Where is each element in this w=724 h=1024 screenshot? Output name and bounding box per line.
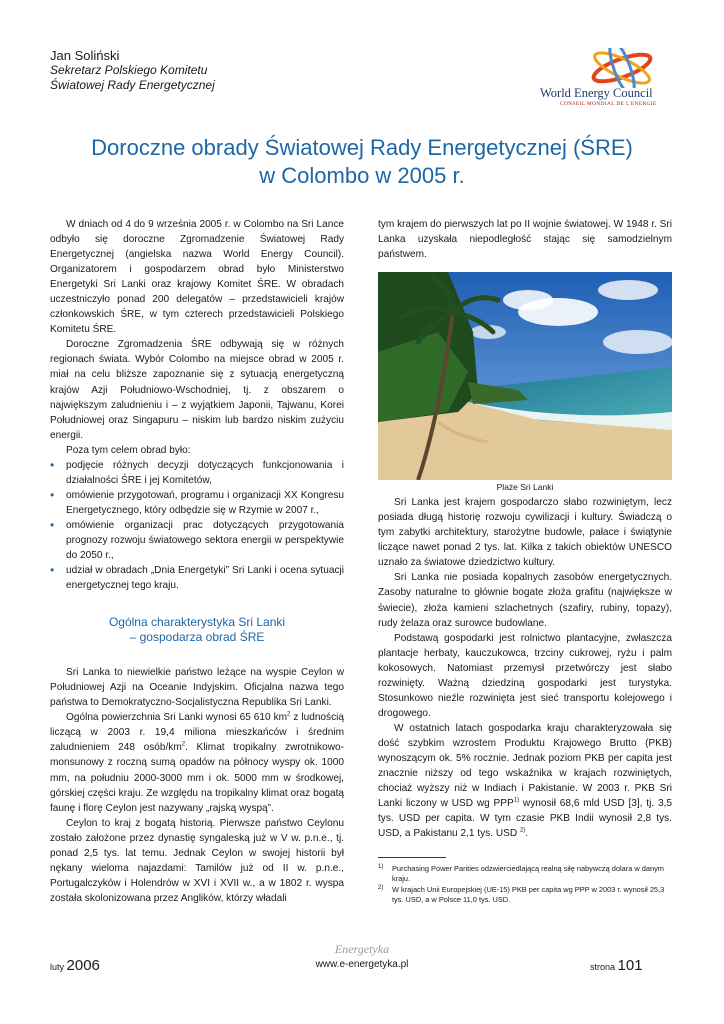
logo-name: World Energy Council	[540, 86, 653, 100]
list-item: • omówienie organizacji prac dotyczących przygotowania prognozy rozwoju światowego sektora energii w perspektywie do 2050 r.,	[50, 517, 344, 562]
author-role-line-2: Światowej Rady Energetycznej	[50, 78, 215, 92]
paragraph: tym krajem do pierwszych lat po II wojnie światowej. W 1948 r. Sri Lanka uzyskała niepodległość stając się samodzielnym państwem.	[378, 219, 672, 261]
beach-image	[378, 272, 672, 480]
list-item: • udział w obradach „Dnia Energetyki” Sri Lanki i ocena sytuacji energetycznej tego kraju.	[50, 563, 344, 592]
footer-url[interactable]: www.e-energetyka.pl	[315, 959, 409, 970]
page-label: strona	[590, 962, 616, 972]
paragraph: Sri Lanka jest krajem gospodarczo słabo rozwiniętym, lecz posiada długą historię rozwoju cywilizacji i kultury. Świadczą o tym zabytki architektury, starożytne budowle, pałace i świątynie liczące nawet ponad 2 tys. lat. Kilka z takich obiektów UNESCO uznało za światowe dziedzictwo kultury.	[378, 497, 672, 569]
photo-caption: Plaże Sri Lanki	[496, 482, 554, 493]
paragraph: Podstawą gospodarki jest rolnictwo plantacyjne, zwłaszcza plantacje herbaty, kauczukowca, trzciny cukrowej, ryżu i palm kokosowych. Natomiast przemysł przetwórczy jest słabo rozwinięty. Ważną dziedziną gospodarki jest turystyka. Stosunkowo nieźle rozwinięta jest sieć transportu kolejowego i drogowego.	[378, 632, 672, 719]
paragraph: W ostatnich latach gospodarka kraju charakteryzowała się dość szybkim wzrostem Produktu Krajowego Brutto (PKB) wynoszącym ok. 5% rocznie. Jednak poziom PKB per capita jest znacznie niższy od tego wskaźnika w krajach rozwiniętych, chociaż wyższy niż w Indiach i Pakistanie. W 2003 r. PKB Sri Lanki liczony w USD wg PPP$^{1)}$ wynosił 68,6 mld USD [3], tj. 3,5 tys. USD per capita. W tym czasie PKB Indii wynosił 2,8 tys. USD, a Pakistanu 2,1 tys. USD $^{2)}$.	[378, 722, 672, 840]
left-column	[50, 217, 344, 906]
footer-month: luty	[50, 962, 65, 972]
bullet-icon: •	[50, 487, 55, 502]
footnote: 1) Purchasing Power Parities odzwierciedlającą realną siłę nabywczą dolara w danym kraju.	[378, 864, 664, 883]
bullet-icon: •	[50, 563, 55, 578]
title-line-2: w Colombo w 2005 r.	[259, 163, 465, 188]
goals-list	[50, 458, 344, 593]
paragraph: W dniach od 4 do 9 września 2005 r. w Colombo na Sri Lance odbyło się doroczne Zgromadzenie Światowej Rady Energetycznej (angielska nazwa World Energy Council). Organizatorem i gospodarzem obrad było Ministerstwo Energetyki Sri Lanki oraz krajowy Komitet ŚRE. W obradach uczestniczyło ponad 200 delegatów – przedstawicieli krajów członkowskich ŚRE, w tym czterech przedstawicieli Polskiego Komitetu ŚRE.	[50, 219, 344, 336]
right-column	[378, 217, 672, 906]
paragraph: Poza tym celem obrad było:	[66, 444, 191, 456]
paragraph: Doroczne Zgromadzenia ŚRE odbywają się w różnych regionach świata. Wybór Colombo na miejsce obrad w 2005 r. miał na celu bliższe zapoznanie się z sytuacją energetyczną krajów Azji Południowo-Wschodniej, tj. z obszarem o największym zaludnieniu i – z wyjątkiem Japonii, Tajwanu, Korei Południowej oraz Singapuru – niskim lub bardzo niskim zużyciu energii.	[50, 339, 344, 441]
bullet-icon: •	[50, 457, 55, 472]
logo-subtitle: CONSEIL MONDIAL DE L'ENERGIE	[560, 101, 657, 107]
article-title	[60, 134, 664, 190]
footer-page	[590, 957, 643, 974]
world-energy-council-logo	[530, 48, 680, 118]
paragraph: Sri Lanka nie posiada kopalnych zasobów energetycznych. Zasoby naturalne to głównie bogate złoża grafitu (największe w świecie), złoża kamieni szlachetnych (szafiry, rubiny, topazy), rudy żelaza oraz surowce budowlane.	[378, 572, 672, 629]
title-line-1: Doroczne obrady Światowej Rady Energetycznej (ŚRE)	[91, 135, 633, 160]
list-item: • podjęcie różnych decyzji dotyczących funkcjonowania i działalności ŚRE i jej Komitetów,	[50, 457, 344, 486]
bullet-icon: •	[50, 517, 55, 532]
footer-year: 2006	[66, 957, 100, 974]
paragraph: Sri Lanka to niewielkie państwo leżące na wyspie Ceylon w Południowej Azji na Oceanie Indyjskim. Oficjalna nazwa tego państwa to Demokratyczno-Socjalistyczna Republika Sri Lanki.	[50, 667, 344, 709]
list-item: • omówienie przygotowań, programu i organizacji XX Kongresu Energetycznego, który odbędzie się w Rzymie w 2007 r.,	[50, 487, 344, 516]
footnote: 2) W krajach Unii Europejskiej (UE-15) PKB per capita wg PPP w 2003 r. wynosił 25,3 tys. USD, a w Polsce 11,0 tys. USD.	[378, 885, 665, 904]
footnote-divider	[378, 857, 446, 858]
footer-date	[50, 957, 100, 974]
footer-center	[262, 942, 462, 970]
page-number: 101	[617, 957, 643, 974]
globe-swirl-icon	[530, 48, 680, 88]
paragraph: Ceylon to kraj z bogatą historią. Pierwsze państwo Ceylonu zostało założone przez dynastię syngaleską już w V w. p.n.e., tj. ponad 2,5 tys. lat temu. Jednak Ceylon w swojej historii był nękany wieloma najazdami: Tamilów już od II w. p.n.e., Portugalczyków i Holendrów w XVI i XVII w., a w 1802 r. wyspa została skolonizowana przez Anglików, którzy władali	[50, 817, 344, 904]
author-role-line-1: Sekretarz Polskiego Komitetu	[50, 63, 208, 77]
energetyka-logo: Energetyka	[334, 942, 390, 956]
beach-photo	[378, 272, 672, 480]
paragraph: Ogólna powierzchnia Sri Lanki wynosi 65 610 $km^2$ z ludnością liczącą w 2003 r. 19,4 miliona mieszkańców i średnim zaludnieniem 248 osób/$km^2$. Klimat tropikalny zwrotnikowo-monsunowy z roczną sumą opadów na północy wyspy ok. 1000 mm, na południu 2000-3000 mm i ok. 5000 mm w środkowej, górskiej części kraju. Ze względu na tropikalny klimat oraz bogatą faunę i florę Ceylon jest nazywany „rajską wyspą”.	[50, 711, 344, 814]
section-heading: Ogólna charakterystyka Sri Lanki – gospodarza obrad ŚRE	[108, 615, 286, 645]
author-block	[50, 48, 215, 93]
author-name: Jan Soliński	[50, 48, 120, 63]
